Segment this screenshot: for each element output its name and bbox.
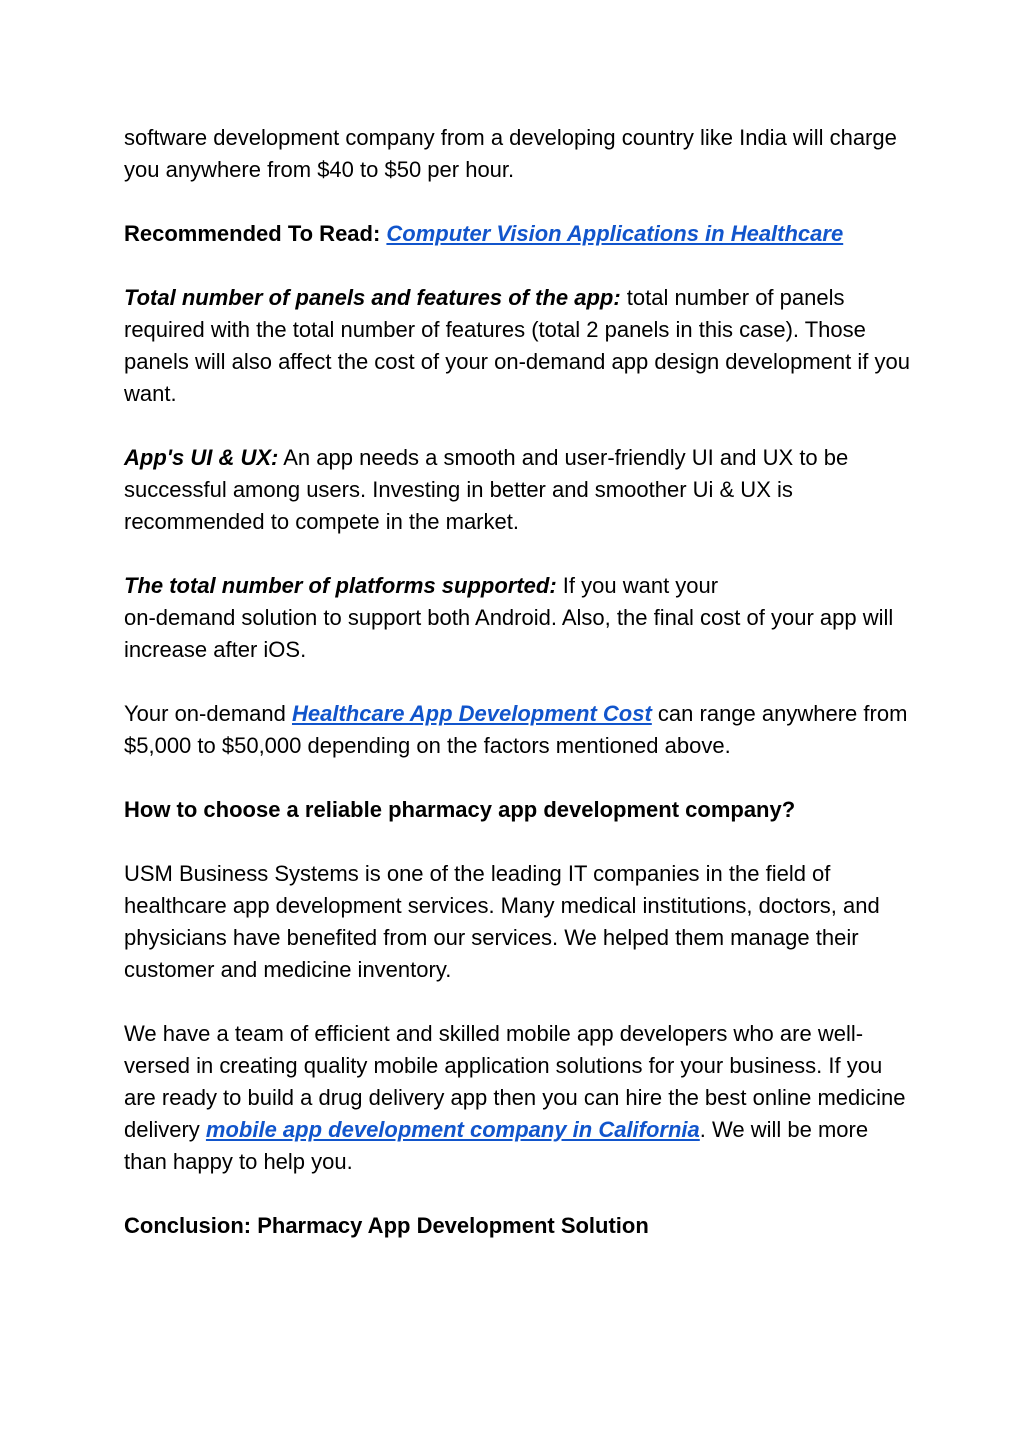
paragraph-team: [124, 1018, 914, 1178]
section-heading-conclusion: Conclusion: Pharmacy App Development Solution: [124, 1213, 649, 1238]
paragraph-ui-ux: [124, 442, 914, 538]
recommended-label: Recommended To Read:: [124, 221, 387, 246]
paragraph-cost-range: [124, 698, 914, 762]
cost-range-after: can range anywhere from $5,000 to $50,000 depending on the factors mentioned above.: [124, 701, 908, 758]
paragraph-usm: [124, 858, 914, 986]
paragraph-platforms: [124, 570, 914, 666]
platforms-text-line2: on-demand solution to support both Android. Also, the final cost of your app will increase after iOS.: [124, 605, 894, 662]
paragraph-cost-intro: [124, 122, 914, 186]
ui-ux-label: App's UI & UX:: [124, 445, 279, 470]
cost-range-before: Your on-demand: [124, 701, 292, 726]
usm-text: USM Business Systems is one of the leading IT companies in the field of healthcare app development services. Many medical institutions, doctors, and physicians have benefited from our services. We helped them manage their customer and medicine inventory.: [124, 861, 880, 982]
recommended-reading: [124, 218, 914, 250]
platforms-text-line1: If you want your: [556, 573, 719, 598]
paragraph-text: software development company from a developing country like India will charge you anywhere from $40 to $50 per hour.: [124, 125, 897, 182]
ui-ux-text: An app needs a smooth and user-friendly UI and UX to be successful among users. Investing in better and smoother Ui & UX is recommended to compete in the market.: [124, 445, 849, 534]
computer-vision-link[interactable]: Computer Vision Applications in Healthcare: [386, 221, 844, 246]
document-page: [124, 122, 914, 1274]
paragraph-panels: [124, 282, 914, 410]
platforms-label: The total number of platforms supported:: [124, 573, 557, 598]
team-text-before: We have a team of efficient and skilled mobile app developers who are well-versed in creating quality mobile application solutions for your business. If you are ready to build a drug delivery app then you can hire the best online medicine delivery: [124, 1021, 906, 1142]
panels-label: Total number of panels and features of the app:: [124, 285, 621, 310]
california-company-link[interactable]: mobile app development company in California: [205, 1117, 700, 1142]
section-heading-choose-company: How to choose a reliable pharmacy app development company?: [124, 797, 796, 822]
healthcare-cost-link[interactable]: Healthcare App Development Cost: [291, 701, 652, 726]
team-text-after: . We will be more than happy to help you.: [124, 1117, 869, 1174]
panels-text: total number of panels required with the total number of features (total 2 panels in this case). Those panels will also affect the cost of your on-demand app design development if you want.: [124, 285, 910, 406]
